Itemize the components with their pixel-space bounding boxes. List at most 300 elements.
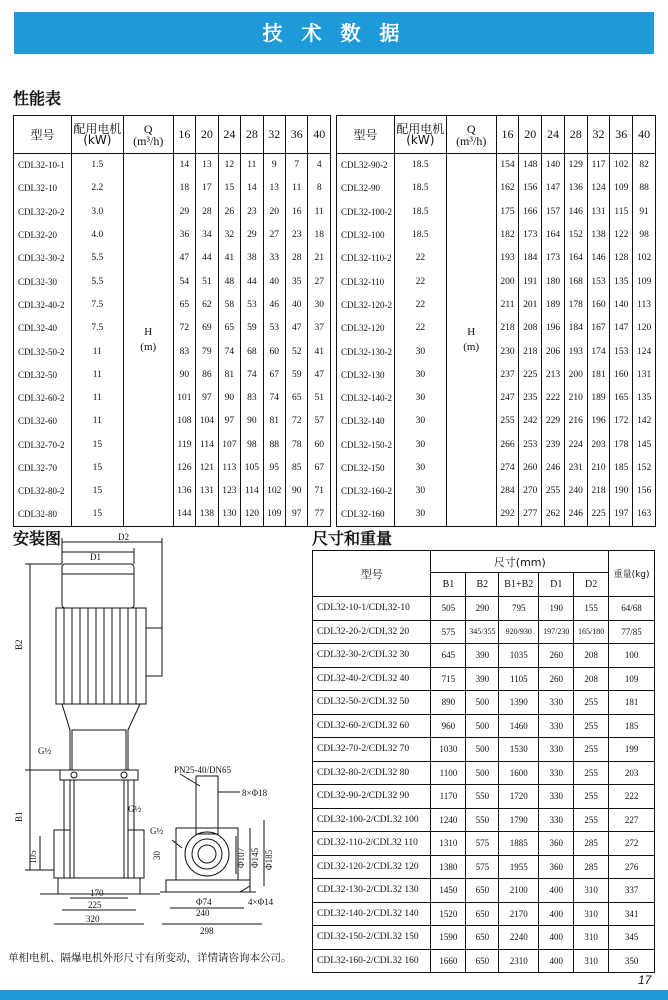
power-unit: (kW)	[83, 132, 112, 147]
head-value-cell: 108	[173, 410, 195, 433]
power-cell: 11	[71, 386, 123, 409]
head-value-cell: 160	[610, 363, 633, 386]
head-value-cell: 15	[218, 177, 240, 200]
model-cell: CDL32-80-2	[18, 486, 65, 497]
head-value-cell: 71	[308, 480, 331, 503]
dim-d2-cell: 165/180	[574, 620, 609, 644]
dimensions-header-row	[313, 551, 655, 573]
head-unit-cell	[446, 154, 496, 527]
dim-b1-cell: 1030	[431, 738, 466, 762]
g-half-label-mid: G½	[128, 804, 142, 814]
performance-header-row	[14, 116, 331, 154]
head-value-cell: 65	[218, 317, 240, 340]
head-value-cell: 135	[610, 270, 633, 293]
dimensions-row	[313, 785, 655, 809]
power-cell: 22	[394, 317, 446, 340]
head-value-cell: 147	[610, 317, 633, 340]
dim-d1-cell: 330	[539, 808, 574, 832]
head-value-cell: 203	[587, 433, 610, 456]
head-value-cell: 146	[564, 200, 587, 223]
dim-w-cell: 222	[609, 785, 655, 809]
head-value-cell: 34	[196, 223, 218, 246]
dim-w-cell: 181	[609, 691, 655, 715]
dim-b12-cell: 2170	[499, 902, 539, 926]
performance-row	[337, 503, 656, 526]
head-value-cell: 196	[587, 410, 610, 433]
head-value-cell: 122	[610, 223, 633, 246]
dim-d2-cell: 208	[574, 644, 609, 668]
head-value-cell: 189	[542, 293, 565, 316]
head-value-cell: 74	[218, 340, 240, 363]
flow-value-header: 36	[610, 116, 633, 154]
dim-d2-cell: 310	[574, 926, 609, 950]
head-value-cell: 26	[218, 200, 240, 223]
head-value-cell: 74	[241, 363, 263, 386]
head-value-cell: 189	[587, 386, 610, 409]
dim-model-cell: CDL32-90-2/CDL32 90	[313, 785, 431, 809]
dim-225-label: 225	[88, 900, 102, 910]
dim-b1-label: B1	[14, 811, 24, 822]
dim-d2-cell: 255	[574, 714, 609, 738]
dimensions-table-title: 尺寸和重量	[312, 529, 393, 548]
power-header-label: 配用电机	[73, 121, 122, 136]
head-value-cell: 120	[241, 503, 263, 526]
dim-w-cell: 272	[609, 832, 655, 856]
performance-row	[337, 223, 656, 246]
model-header: 型号	[337, 116, 395, 154]
power-cell: 30	[394, 363, 446, 386]
head-value-cell: 225	[519, 363, 542, 386]
head-value-cell: 117	[587, 154, 610, 177]
dim-298-label: 298	[200, 926, 214, 936]
head-value-cell: 113	[633, 293, 656, 316]
head-value-cell: 173	[542, 247, 565, 270]
model-cell: CDL32-110	[341, 276, 385, 287]
dim-d1-cell: 330	[539, 761, 574, 785]
performance-row	[337, 480, 656, 503]
dim-b1-cell: 960	[431, 714, 466, 738]
head-value-cell: 8	[308, 177, 331, 200]
head-value-cell: 23	[241, 200, 263, 223]
head-value-cell: 67	[308, 456, 331, 479]
head-value-cell: 274	[496, 456, 519, 479]
dim-b12-cell: 1955	[499, 855, 539, 879]
flow-value-header: 28	[564, 116, 587, 154]
head-value-cell: 105	[241, 456, 263, 479]
head-value-cell: 147	[542, 177, 565, 200]
power-cell: 30	[394, 503, 446, 526]
head-value-cell: 11	[241, 154, 263, 177]
head-value-cell: 40	[286, 293, 308, 316]
model-cell: CDL32-90	[341, 183, 380, 194]
head-value-cell: 113	[218, 456, 240, 479]
head-value-cell: 11	[286, 177, 308, 200]
performance-row	[337, 340, 656, 363]
dimensions-row	[313, 879, 655, 903]
dim-b12-cell: 2240	[499, 926, 539, 950]
head-value-cell: 153	[610, 340, 633, 363]
head-value-cell: 138	[196, 503, 218, 526]
dim-w-cell: 203	[609, 761, 655, 785]
dim-w-cell: 64/68	[609, 597, 655, 621]
dim-w-cell: 199	[609, 738, 655, 762]
flow-value-header: 24	[542, 116, 565, 154]
power-cell: 15	[71, 503, 123, 526]
head-value-cell: 235	[519, 386, 542, 409]
dim-b2-cell: 650	[466, 949, 499, 973]
head-value-cell: 95	[263, 456, 285, 479]
head-value-cell: 222	[542, 386, 565, 409]
head-value-cell: 102	[610, 154, 633, 177]
dia-185-label: Φ185	[264, 849, 274, 870]
dim-b2-cell: 575	[466, 832, 499, 856]
power-cell: 22	[394, 293, 446, 316]
head-value-cell: 32	[218, 223, 240, 246]
head-value-cell: 229	[542, 410, 565, 433]
dim-b1-cell: 1590	[431, 926, 466, 950]
head-value-cell: 18	[308, 223, 331, 246]
head-value-cell: 18	[173, 177, 195, 200]
dim-d2-cell: 310	[574, 902, 609, 926]
performance-row	[337, 410, 656, 433]
head-value-cell: 28	[286, 247, 308, 270]
performance-table-title: 性能表	[13, 89, 62, 108]
head-value-cell: 123	[218, 480, 240, 503]
dimensions-row	[313, 926, 655, 950]
dim-320-label: 320	[86, 914, 100, 924]
head-value-cell: 54	[173, 270, 195, 293]
model-cell: CDL32-110-2	[341, 253, 392, 264]
head-value-cell: 210	[587, 456, 610, 479]
model-cell: CDL32-10-1	[18, 160, 65, 171]
head-value-cell: 68	[241, 340, 263, 363]
head-value-cell: 260	[519, 456, 542, 479]
head-value-cell: 164	[564, 247, 587, 270]
model-cell: CDL32-100	[341, 230, 385, 241]
dimensions-row	[313, 949, 655, 973]
performance-row	[337, 247, 656, 270]
dim-w-cell: 337	[609, 879, 655, 903]
head-value-cell: 41	[308, 340, 331, 363]
head-value-cell: 218	[496, 317, 519, 340]
head-value-cell: 82	[633, 154, 656, 177]
performance-table-right	[336, 115, 656, 527]
power-cell: 18.5	[394, 223, 446, 246]
dim-b2-cell: 390	[466, 644, 499, 668]
head-value-cell: 191	[519, 270, 542, 293]
dim-d1-cell: 330	[539, 691, 574, 715]
head-value-cell: 78	[286, 433, 308, 456]
dim-b12-cell: 920/930	[499, 620, 539, 644]
head-value-cell: 138	[587, 223, 610, 246]
head-value-cell: 225	[587, 503, 610, 526]
dim-b1-cell: 1170	[431, 785, 466, 809]
head-value-cell: 102	[633, 247, 656, 270]
dim-b2-cell: 575	[466, 855, 499, 879]
power-cell: 7.5	[71, 317, 123, 340]
power-unit: (kW)	[406, 132, 435, 147]
head-value-cell: 160	[587, 293, 610, 316]
head-value-cell: 4	[308, 154, 331, 177]
power-cell: 5.5	[71, 270, 123, 293]
dim-model-cell: CDL32-110-2/CDL32 110	[313, 832, 431, 856]
dim-d2-label: D2	[118, 532, 129, 542]
head-value-cell: 47	[286, 317, 308, 340]
head-value-cell: 210	[564, 386, 587, 409]
head-value-cell: 129	[564, 154, 587, 177]
head-value-cell: 52	[286, 340, 308, 363]
dim-b2-cell: 500	[466, 761, 499, 785]
model-cell: CDL32-50	[18, 369, 57, 380]
dim-b1-cell: 1310	[431, 832, 466, 856]
head-value-cell: 59	[286, 363, 308, 386]
head-unit-cell	[123, 154, 173, 527]
dim-model-cell: CDL32-100-2/CDL32 100	[313, 808, 431, 832]
performance-row	[337, 456, 656, 479]
head-value-cell: 91	[633, 200, 656, 223]
head-value-cell: 13	[263, 177, 285, 200]
model-cell: CDL32-30-2	[18, 253, 65, 264]
power-cell: 18.5	[394, 154, 446, 177]
dim-model-cell: CDL32-50-2/CDL32 50	[313, 691, 431, 715]
performance-row	[337, 270, 656, 293]
dim-d1-cell: 360	[539, 832, 574, 856]
head-value-cell: 174	[587, 340, 610, 363]
flow-value-header: 28	[241, 116, 263, 154]
model-cell: CDL32-30	[18, 276, 57, 287]
dim-b12-cell: 1105	[499, 667, 539, 691]
dim-model-cell: CDL32-140-2/CDL32 140	[313, 902, 431, 926]
installation-drawing	[0, 530, 305, 945]
dim-model-cell: CDL32-30-2/CDL32 30	[313, 644, 431, 668]
dim-b1-cell: 890	[431, 691, 466, 715]
dim-col-header: B2	[466, 573, 499, 597]
head-value-cell: 107	[218, 433, 240, 456]
dim-105-label: 105	[28, 850, 38, 864]
head-value-cell: 153	[587, 270, 610, 293]
head-value-cell: 102	[263, 480, 285, 503]
dim-b1-cell: 715	[431, 667, 466, 691]
head-value-cell: 109	[263, 503, 285, 526]
flow-value-header: 32	[263, 116, 285, 154]
head-value-cell: 193	[564, 340, 587, 363]
dim-w-cell: 227	[609, 808, 655, 832]
g-half-label-top: G½	[38, 746, 52, 756]
head-value-cell: 79	[196, 340, 218, 363]
dimensions-row	[313, 761, 655, 785]
head-value-cell: 131	[196, 480, 218, 503]
page-banner: 技 术 数 据	[14, 12, 654, 54]
head-value-cell: 136	[173, 480, 195, 503]
g-half-label-side: G½	[150, 826, 164, 836]
dim-d2-cell: 255	[574, 785, 609, 809]
dia-74-label: Φ74	[196, 897, 212, 907]
model-cell: CDL32-140	[341, 416, 385, 427]
dim-d1-cell: 197/230	[539, 620, 574, 644]
dim-b1-cell: 1380	[431, 855, 466, 879]
dim-col-header: B1+B2	[499, 573, 539, 597]
dim-d1-cell: 330	[539, 785, 574, 809]
model-cell: CDL32-160	[341, 509, 385, 520]
power-cell: 18.5	[394, 200, 446, 223]
head-value-cell: 172	[610, 410, 633, 433]
head-value-cell: 180	[542, 270, 565, 293]
power-cell: 30	[394, 340, 446, 363]
performance-row	[337, 386, 656, 409]
head-value-cell: 246	[542, 456, 565, 479]
dim-b2-cell: 290	[466, 597, 499, 621]
dim-b1-cell: 645	[431, 644, 466, 668]
head-value-cell: 23	[286, 223, 308, 246]
flow-value-header: 40	[308, 116, 331, 154]
flow-header-label: Q	[466, 121, 476, 136]
dim-b12-cell: 795	[499, 597, 539, 621]
power-cell: 30	[394, 410, 446, 433]
head-value-cell: 51	[308, 386, 331, 409]
model-cell: CDL32-130-2	[341, 346, 392, 357]
dim-d2-cell: 285	[574, 855, 609, 879]
head-value-cell: 208	[519, 317, 542, 340]
head-value-cell: 213	[542, 363, 565, 386]
dim-w-cell: 345	[609, 926, 655, 950]
head-value-cell: 33	[263, 247, 285, 270]
head-value-cell: 30	[308, 293, 331, 316]
model-cell: CDL32-130	[341, 369, 385, 380]
head-value-cell: 77	[308, 503, 331, 526]
head-value-cell: 164	[542, 223, 565, 246]
head-unit: (m)	[463, 340, 480, 353]
head-value-cell: 98	[633, 223, 656, 246]
model-cell: CDL32-20	[18, 230, 57, 241]
head-value-cell: 131	[633, 363, 656, 386]
dim-b2-cell: 500	[466, 691, 499, 715]
head-value-cell: 27	[263, 223, 285, 246]
head-value-cell: 255	[542, 480, 565, 503]
head-value-cell: 81	[218, 363, 240, 386]
flow-value-header: 36	[286, 116, 308, 154]
head-value-cell: 47	[308, 363, 331, 386]
dim-w-cell: 77/85	[609, 620, 655, 644]
dim-model-cell: CDL32-130-2/CDL32 130	[313, 879, 431, 903]
bottom-bar	[0, 990, 668, 1000]
head-value-cell: 156	[519, 177, 542, 200]
dimensions-weight-table	[312, 550, 655, 973]
performance-row	[337, 433, 656, 456]
dim-b1-cell: 1450	[431, 879, 466, 903]
dimensions-row	[313, 808, 655, 832]
model-cell: CDL32-140-2	[341, 393, 392, 404]
dimensions-row	[313, 832, 655, 856]
dimensions-row	[313, 667, 655, 691]
power-cell: 15	[71, 480, 123, 503]
performance-row	[337, 177, 656, 200]
dim-d2-cell: 155	[574, 597, 609, 621]
head-value-cell: 60	[308, 433, 331, 456]
dim-model-cell: CDL32-40-2/CDL32 40	[313, 667, 431, 691]
head-value-cell: 46	[263, 293, 285, 316]
dim-b12-cell: 1530	[499, 738, 539, 762]
dim-b1-cell: 505	[431, 597, 466, 621]
model-cell: CDL32-40	[18, 323, 57, 334]
head-value-cell: 142	[633, 410, 656, 433]
model-cell: CDL32-70	[18, 463, 57, 473]
dim-d2-cell: 285	[574, 832, 609, 856]
head-value-cell: 38	[241, 247, 263, 270]
head-value-cell: 41	[218, 247, 240, 270]
head-value-cell: 240	[564, 480, 587, 503]
dim-model-cell: CDL32-80-2/CDL32 80	[313, 761, 431, 785]
dim-b2-cell: 500	[466, 738, 499, 762]
dim-model-cell: CDL32-150-2/CDL32 150	[313, 926, 431, 950]
head-value-cell: 17	[196, 177, 218, 200]
performance-row	[337, 317, 656, 340]
dim-size-header: 尺寸(mm)	[431, 551, 609, 573]
head-value-cell: 262	[542, 503, 565, 526]
head-value-cell: 114	[241, 480, 263, 503]
model-cell: CDL32-50-2	[18, 346, 65, 357]
head-value-cell: 230	[496, 340, 519, 363]
dim-d1-cell: 400	[539, 879, 574, 903]
head-value-cell: 35	[286, 270, 308, 293]
head-value-cell: 136	[564, 177, 587, 200]
head-value-cell: 9	[263, 154, 285, 177]
head-value-cell: 21	[308, 247, 331, 270]
head-value-cell: 90	[241, 410, 263, 433]
model-cell: CDL32-60-2	[18, 393, 65, 404]
head-value-cell: 44	[241, 270, 263, 293]
dim-d1-cell: 400	[539, 902, 574, 926]
head-label: H	[467, 325, 476, 338]
head-value-cell: 277	[519, 503, 542, 526]
dim-b12-cell: 1885	[499, 832, 539, 856]
head-value-cell: 36	[173, 223, 195, 246]
dim-b12-cell: 2310	[499, 949, 539, 973]
head-value-cell: 119	[173, 433, 195, 456]
flow-unit: (m³/h)	[456, 133, 487, 148]
head-value-cell: 253	[519, 433, 542, 456]
dim-b1-cell: 1520	[431, 902, 466, 926]
power-cell: 2.2	[71, 177, 123, 200]
flow-value-header: 16	[496, 116, 519, 154]
head-value-cell: 90	[218, 386, 240, 409]
head-value-cell: 168	[564, 270, 587, 293]
head-value-cell: 140	[542, 154, 565, 177]
dim-d2-cell: 255	[574, 738, 609, 762]
performance-row	[337, 200, 656, 223]
head-value-cell: 237	[496, 363, 519, 386]
model-cell: CDL32-150	[341, 463, 385, 473]
dim-b2-cell: 345/355	[466, 620, 499, 644]
head-value-cell: 239	[542, 433, 565, 456]
head-value-cell: 72	[286, 410, 308, 433]
head-value-cell: 292	[496, 503, 519, 526]
model-cell: CDL32-70-2	[18, 439, 65, 450]
head-value-cell: 255	[496, 410, 519, 433]
flow-unit: (m³/h)	[133, 133, 164, 148]
head-value-cell: 88	[263, 433, 285, 456]
power-cell: 11	[71, 340, 123, 363]
head-value-cell: 97	[218, 410, 240, 433]
head-value-cell: 86	[196, 363, 218, 386]
head-value-cell: 163	[633, 503, 656, 526]
dim-d2-cell: 310	[574, 879, 609, 903]
dim-model-cell: CDL32-160-2/CDL32 160	[313, 949, 431, 973]
head-value-cell: 48	[218, 270, 240, 293]
dim-b2-cell: 500	[466, 714, 499, 738]
dim-model-cell: CDL32-10-1/CDL32-10	[313, 597, 431, 621]
dim-b2-cell: 650	[466, 879, 499, 903]
model-cell: CDL32-120-2	[341, 299, 392, 310]
